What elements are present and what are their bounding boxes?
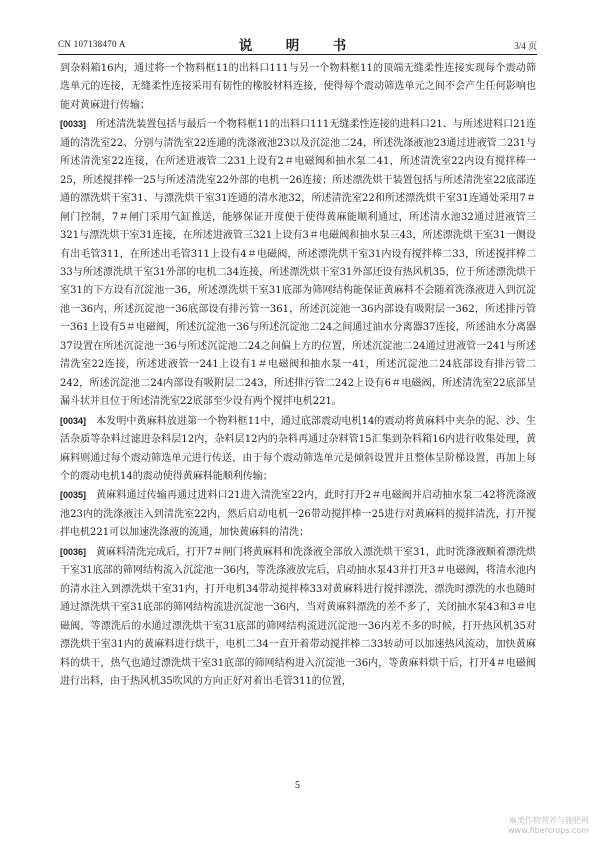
paragraph-text: 黄麻料通过传输再通过进料口21进入清洗室22内，此时打开2＃电磁阀并启动抽水泵二42将洗涤液池23内的洗涤液注入到清洗室22内，然后启动电机一26带动搅拌棒一25进行对黄麻料的搅拌清洗，打开搅拌电机221可以加速洗涤液的流通，加快黄麻料的清洗； xyxy=(60,490,536,539)
paragraph-text: 所述清洗装置包括与最后一个物料框11的出料口111无缝柔性连接的进料口21、与所述进料口21连通的清洗室22、分别与清洗室22连通的洗涤液池23以及沉淀池二24，所述洗涤液池23通过进液管二231与所述清洗室22连接，在所述进液管二231上设有2＃电磁阀和抽水泵二41，所述清洗室22内设有搅拌棒一25，所述搅拌棒一25与所述清洗室22外部的电机一26连接；所述漂洗烘干装置包括与所述清洗室22底部连通的漂洗烘干室31、与漂洗烘干室31连通的清水池32，所述清洗室22和所述漂洗烘干室31连通处采用7＃闸门控制，7＃闸门采用气缸推送，能够保证开度便于使得黄麻能顺利通过，所述清水池32通过进液管三321与漂洗烘干室31连接，在所述进液管三321上设有3＃电磁阀和抽水泵三43，所述漂洗烘干室31一侧设有出毛管311，在所述出毛管311上设有4＃电磁阀，所述漂洗烘干室31内设有搅拌棒二33，所述搅拌棒二33与所述漂洗烘干室31外部的电机二34连接，所述漂洗烘干室31外部还设有热风机35，位于所述漂洗烘干室31的下方设有沉淀池一36，所述漂洗烘干室31底部为筛网结构能保证黄麻料不会随着洗涤液进入到沉淀池一36内，所述沉淀池一36底部设有排污管一361，所述沉淀池一36内部设有吸附层一362，所述排污管一361上设有5＃电磁阀，所述沉淀池一36与所述沉淀池二24之间通过油水分离器37连接，所述油水分离器37设置在所述沉淀池一36与所述沉淀池二24之间偏上方的位置，所述沉淀池二24通过进液管一241与所述清洗室22连接，所述进液管一241上设有1＃电磁阀和抽水泵一41，所述沉淀池二24底部设有排污管二242，所述沉淀池二24内部设有吸附层二243，所述排污管二242上设有6＃电磁阀，所述清洗室22底部呈漏斗状并且位于所述清洗室22底部至少设有两个搅拌电机221。 xyxy=(60,119,536,408)
paragraph-0034 xyxy=(60,412,536,487)
paragraph-number: [0036] xyxy=(60,546,87,557)
paragraph-text: 本发明中黄麻料放进第一个物料框11中，通过底部震动电机14的震动将黄麻料中夹杂的泥、沙、生活杂质等杂料过滤进杂料层12内，杂料层12内的杂料再通过杂料管15汇集到杂料箱16内进行收集处理，黄麻料则通过每个震动筛选单元进行传送，由于每个震动筛选单元是倾斜设置并且整体呈阶梯设置，再加上每个的震动电机14的震动使得黄麻料能顺利传输； xyxy=(60,415,536,482)
paragraph-0036 xyxy=(60,543,536,692)
patent-number: CN 107138470 A xyxy=(58,39,126,49)
page-header xyxy=(58,34,537,55)
paragraph-text: 黄麻料清洗完成后，打开7＃闸门将黄麻料和洗涤液全部放入漂洗烘干室31，此时洗涤液顺着漂洗烘干室31底部的筛网结构流入沉淀池一36内，等洗涤液放完后，启动抽水泵43并打开3＃电磁阀，将清水池内的清水注入到漂洗烘干室31内，打开电机34带动搅拌棒33对黄麻料进行搅拌漂洗，漂洗时漂洗的水也随时通过漂洗烘干室31底部的筛网结构流进沉淀池一36内，当对黄麻料漂洗的差不多了，关闭抽水泵43和3＃电磁阀，等漂洗后的水通过漂洗烘干室31底部的筛网结构流进沉淀池一36内差不多的时候，打开热风机35对漂洗烘干室31内的黄麻料进行烘干，电机二34一直开着带动搅拌棒二33转动可以加速热风流动，加快黄麻料的烘干，热气也通过漂洗烘干室31底部的筛网结构进入沉淀池一36内，等黄麻料烘干后，打开4＃电磁阀进行出料，由于热风机35吹风的方向正好对着出毛管311的位置， xyxy=(60,546,536,687)
paragraph-0035 xyxy=(60,486,536,542)
watermark-site-name: 麻类作物营养与施肥网 xyxy=(509,816,589,825)
paragraph-number: [0034] xyxy=(60,415,87,426)
page-number: 5 xyxy=(295,780,300,791)
document-title: 说 明 书 xyxy=(238,38,357,54)
paragraph-number: [0033] xyxy=(60,119,87,130)
intro-paragraph: 到杂料箱16内，通过将一个物料框11的出料口111与另一个物料框11的顶端无缝柔性连接实现每个震动筛选单元的连接，无缝柔性连接采用有韧性的橡胶材料连接，使得每个震动筛选单元之间不会产生任何影响也能对黄麻进行传输； xyxy=(60,63,536,111)
page-ratio: 3/4 页 xyxy=(514,41,537,51)
watermark xyxy=(508,816,589,836)
paragraph-0033 xyxy=(60,115,536,411)
watermark-url: www.fibercrops.com xyxy=(508,826,589,835)
paragraph-number: [0035] xyxy=(60,490,87,501)
document-body xyxy=(60,60,536,691)
